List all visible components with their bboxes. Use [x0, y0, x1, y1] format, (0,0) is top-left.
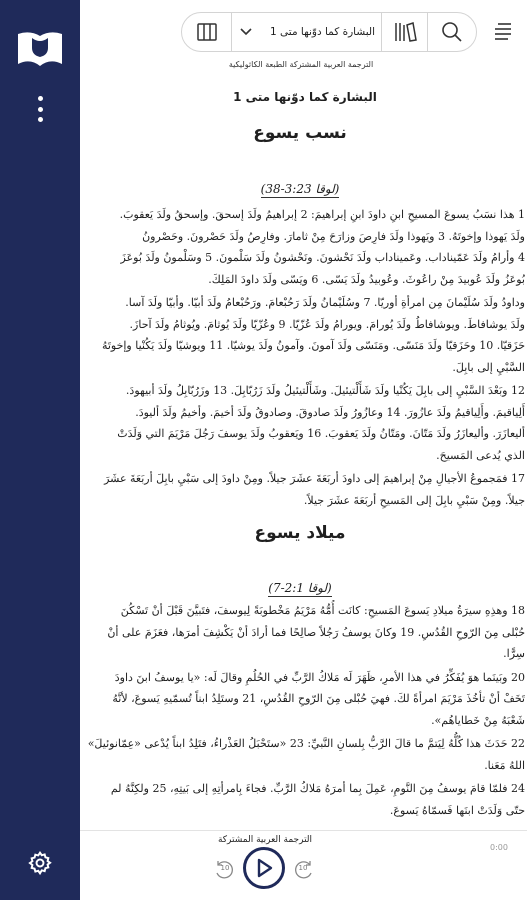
verse-line: 1 هذا نسَبُ يسوعَ المسيحِ ابنِ داودَ ابنِ إبراهيمَ: 2 إبراهيمُ ولَدَ إسحقَ. وإسحقُ ولَدَ يَعقوبَ.: [119, 208, 525, 221]
verse-line: 12 وبَعْدَ السَّبْيِ إلى بابِلَ يَكُنْيا ولَدَ شَأَلْتيئيلَ. وشَأَلْتيئيلُ ولَدَ زَرُبّابِلَ. 13 وزَرُبّابِلُ ولَدَ أبيهودَ.: [125, 384, 525, 397]
books-icon[interactable]: [382, 13, 428, 51]
verse-line: حُبْلى مِنَ الرّوحِ القُدُسِ. 19 وكانَ يوسفُ رَجُلاً صالِحًا فما أرادَ أنْ يَكْشِفَ أمرَها، فعَزَمَ على أنْ: [107, 625, 525, 639]
section-heading: ميلاد يسوع: [254, 523, 346, 543]
verse-line: شَعْبَهُ مِنْ خَطاياهُم».: [431, 713, 525, 727]
verse-line: 22 حَدَثَ هذا كُلُّهُ لِيَتمَّ ما قالَ الرَّبُّ بِلسانِ النَّبيِّ: 23 «ستَحْبَلُ العَذْراءُ، فتَلِدُ ابناً يُدْعى «عِمّانوئيلَ»: [87, 737, 525, 750]
section-heading: نسب يسوع: [253, 123, 347, 143]
play-button[interactable]: [243, 847, 285, 889]
skip-back-icon[interactable]: 10: [213, 859, 237, 881]
verse-line: جيلاً. ومِنْ سَبْيِ بابِلَ إلى المَسيحِ أربَعَةَ عشَرَ جيلاً.: [303, 493, 525, 507]
verse-line: 17 فمَجموعُ الأجيالِ مِنْ إبراهيمَ إلى داودَ أربَعَةَ عشَرَ جيلاً. ومِنْ داودَ إلى سَبْيِ بابِلَ أربَعَةَ عشَرَ: [104, 472, 525, 485]
verse-line: سِرًّا.: [503, 647, 525, 660]
elapsed-time: 0:00: [490, 843, 508, 852]
scripture-text-block: [80, 204, 525, 511]
verse-line: 4 وأرامُ ولَدَ عَمّيناداب. وعَميناداب ولَدَ نَحْشونَ. ونَحْشونُ ولَدَ سَلْمونَ. 5 وسَلْمونُ ولَدَ بُوعَزَ: [120, 251, 525, 264]
skip-forward-icon[interactable]: 10: [291, 859, 315, 881]
verse-line: حَزَقيّا. 10 وحَزَقيّا ولَدَ مَنَسّى. ومَنَسّى ولَدَ آمونَ. وآمونُ ولَدَ يوشيّا. 11 ويوشيّا ولَدَ يَكُنْيا وإخوتَهُ: [101, 339, 525, 352]
verse-line: ولَدَ يوشافاطَ. ويوشافاطُ ولَدَ يُورامَ. ويورامُ ولَدَ عُزّيّا. 9 وعُزّيّا ولَدَ يُوثامَ. ويُوثامُ ولَدَ آحازَ.: [129, 317, 525, 331]
cross-reference-link[interactable]: (لوقا 2:1-7): [268, 581, 332, 595]
chevron-down-icon: [240, 28, 252, 36]
reader-toolbar: [181, 12, 477, 52]
verse-line: 18 وهذِهِ سيرَةُ ميلادِ يَسوعَ المَسيحِ: كانَت أُمُّهُ مَرْيَمُ مَخْطوبَةً لِيوسفَ، فتَبيَّنَ قَبْلَ أنْ تَسْكُنَ: [120, 604, 525, 617]
verse-line: 20 وبَينَما هوَ يُفَكِّرُ في هذا الأمرِ، ظَهَرَ لَه مَلاكُ الرَّبِّ في الحُلُمِ وقالَ لَه: «يا يوسفُ ابنَ داودَ: [114, 670, 525, 684]
reader-page: [80, 0, 527, 900]
verse-line: السَّبْيِ إلى بابِلَ.: [452, 360, 525, 374]
open-book-logo-icon[interactable]: [16, 28, 64, 68]
chapter-select-value: البشارة كما دوّنها متى 1: [270, 26, 375, 38]
gear-icon[interactable]: [27, 850, 53, 876]
version-title: الترجمة العربية المشتركة الطبعة الكاثوليكية: [228, 60, 374, 69]
verse-line: اللهُ مَعَنا.: [484, 758, 525, 772]
play-icon: [255, 858, 273, 878]
verse-line: حتّى وَلَدَتْ ابنَها فَسمّاهُ يَسوعَ.: [389, 803, 525, 817]
cross-reference-link[interactable]: (لوقا 3:23-38): [260, 182, 340, 196]
sidebar: [0, 0, 80, 900]
scripture-text-block: [80, 600, 525, 821]
verse-line: تَخَفْ أنْ تأخُذَ مَرْيَمَ امرأةً لكَ. فهيَ حُبْلى مِنَ الرّوحِ القُدُسِ، 21 وستَلِدُ ابناً تُسمّيهِ يَسوعَ، لأنَّهُ: [112, 692, 525, 705]
columns-icon[interactable]: [182, 13, 232, 51]
verse-line: الذي يُدعى المَسيحَ.: [436, 448, 525, 462]
book-chapter-title: البشارة كما دوّنها متى 1: [233, 90, 377, 104]
verse-line: أَلِياقيمَ. وأَلِياقيمُ ولَدَ عازُورَ. 14 وعازُورُ ولَدَ صادوقَ. وصادوقُ ولَدَ أخيمَ. وأخيمُ ولَدَ أليودَ.: [135, 405, 525, 419]
hamburger-menu-icon[interactable]: [492, 20, 512, 44]
chapter-select[interactable]: [232, 13, 382, 51]
verse-line: بُوعَزُ ولَدَ عُوبيدَ مِنْ راعُوثَ. وعُوبيدُ ولَدَ يَسّى. 6 ويَسّى ولَدَ داودَ المَلِكَ.: [208, 272, 525, 286]
audio-player: [80, 830, 527, 900]
verse-line: 24 فلمّا قامَ يوسفُ مِنَ النَّومِ، عَمِلَ بِما أمرَهُ مَلاكُ الرَّبِّ. فجاءَ بِامرأتِهِ إلى بَيتِهِ، 25 ولكِنَّهُ لم: [110, 782, 525, 795]
kebab-menu-icon[interactable]: [30, 96, 50, 122]
verse-line: ولَدَ يَهوذا وإخوتَهُ. 3 ويَهوذا ولَدَ فارِصَ وزارَحَ مِنْ ثامارَ. وفارِصُ ولَدَ حَصْرونَ. وحَصْرونُ: [142, 229, 525, 243]
verse-line: وداودُ ولَدَ سُلَيْمانَ مِن امرأةِ أوريّا. 7 وسُلَيْمانُ ولَدَ رَحُبْعامَ. ورَحُبْعامُ ولَدَ أبيّا. وأبيّا ولَدَ آسا.: [125, 296, 525, 309]
verse-line: أليعازَرَ. وأليعازَرُ ولَدَ مَتّانَ. ومَتّانُ ولَدَ يَعقوبَ. 16 ويَعقوبُ ولَدَ يوسفَ رَجُلَ مَرْيَمَ التي وَلَدَتْ: [117, 427, 525, 440]
search-icon[interactable]: [428, 13, 476, 51]
player-track-title: الترجمة العربية المشتركة: [217, 835, 313, 845]
